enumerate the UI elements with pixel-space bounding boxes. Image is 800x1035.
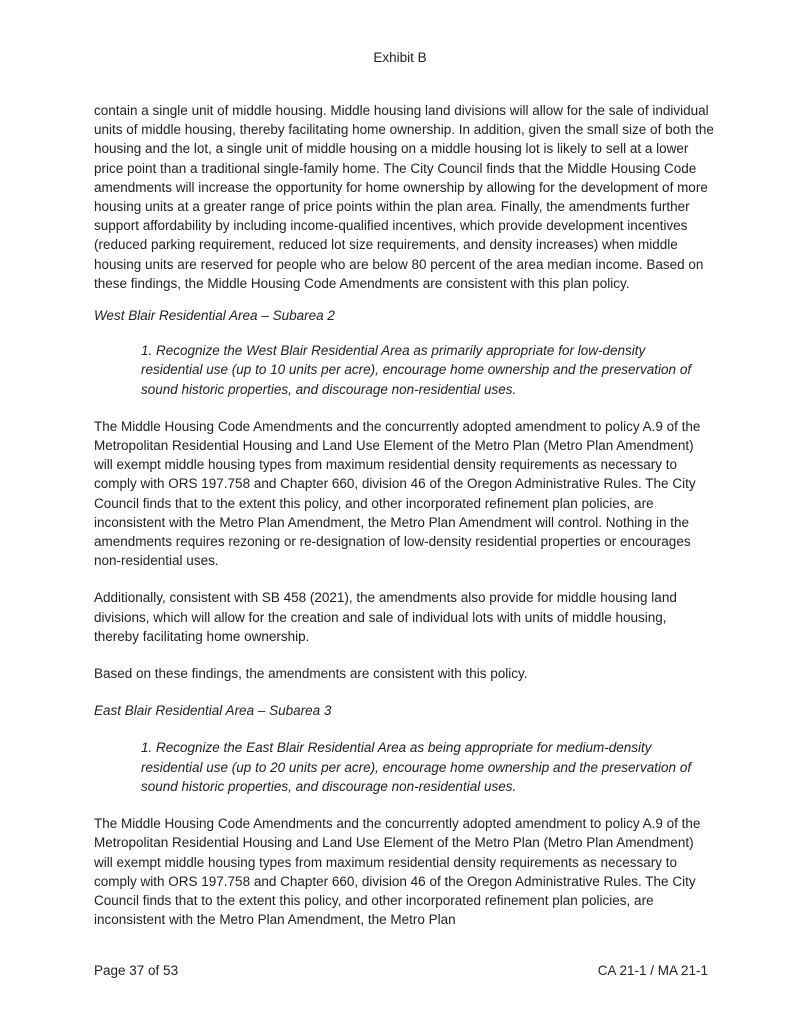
policy-quote-west-blair: 1. Recognize the West Blair Residential Area as primarily appropriate for low-density residential use (up to 10 units per acre), encourage home ownership and the preservation of sound historic properties, and discourage non-residential uses. xyxy=(141,343,692,397)
conclusion-paragraph-west-blair: Based on these findings, the amendments are consistent with this policy. xyxy=(94,666,528,682)
section-heading-west-blair: West Blair Residential Area – Subarea 2 xyxy=(94,308,335,324)
case-number: CA 21-1 / MA 21-1 xyxy=(597,963,708,978)
document-body xyxy=(94,101,714,929)
paragraph-continuation: contain a single unit of middle housing. Middle housing land divisions will allow for the sale of individual units of middle housing, thereby facilitating home ownership. In addition, given the small size of both the housing and the lot, a single unit of middle housing on a middle housing lot is likely to sell at a lower price point than a traditional single-family home. The City Council finds that the Middle Housing Code amendments will increase the opportunity for home ownership by allowing for the development of more housing units at a greater range of price points within the plan area. Finally, the amendments further support affordability by including income-qualified incentives, which provide development incentives (reduced parking requirement, reduced lot size requirements, and density increases) when middle housing units are reserved for people who are below 80 percent of the area median income. Based on these findings, the Middle Housing Code Amendments are consistent with this plan policy. xyxy=(94,103,714,291)
exhibit-label: Exhibit B xyxy=(373,50,427,65)
finding-paragraph-west-blair-2: Additionally, consistent with SB 458 (2021), the amendments also provide for middle housing land divisions, which will allow for the creation and sale of individual lots with units of middle housing, thereby facilitating home ownership. xyxy=(94,590,677,644)
page-footer xyxy=(94,961,708,980)
section-heading-east-blair: East Blair Residential Area – Subarea 3 xyxy=(94,703,332,719)
page-number: Page 37 of 53 xyxy=(94,963,179,978)
finding-paragraph-west-blair-1: The Middle Housing Code Amendments and the concurrently adopted amendment to policy A.9 of the Metropolitan Residential Housing and Land Use Element of the Metro Plan (Metro Plan Amendment) will exempt middle housing types from maximum residential density requirements as necessary to comply with ORS 197.758 and Chapter 660, division 46 of the Oregon Administrative Rules. The City Council finds that to the extent this policy, and other incorporated refinement plan policies, are inconsistent with the Metro Plan Amendment, the Metro Plan Amendment will control. Nothing in the amendments requires rezoning or re-designation of low-density residential properties or encourages non-residential uses. xyxy=(94,418,701,569)
policy-quote-east-blair: 1. Recognize the East Blair Residential Area as being appropriate for medium-density residential use (up to 20 units per acre), encourage home ownership and the preservation of sound historic properties, and discourage non-residential uses. xyxy=(141,740,692,794)
finding-paragraph-east-blair-1: The Middle Housing Code Amendments and the concurrently adopted amendment to policy A.9 of the Metropolitan Residential Housing and Land Use Element of the Metro Plan (Metro Plan Amendment) will exempt middle housing types from maximum residential density requirements as necessary to comply with ORS 197.758 and Chapter 660, division 46 of the Oregon Administrative Rules. The City Council finds that to the extent this policy, and other incorporated refinement plan policies, are inconsistent with the Metro Plan Amendment, the Metro Plan xyxy=(94,816,701,928)
page-header xyxy=(0,48,800,67)
